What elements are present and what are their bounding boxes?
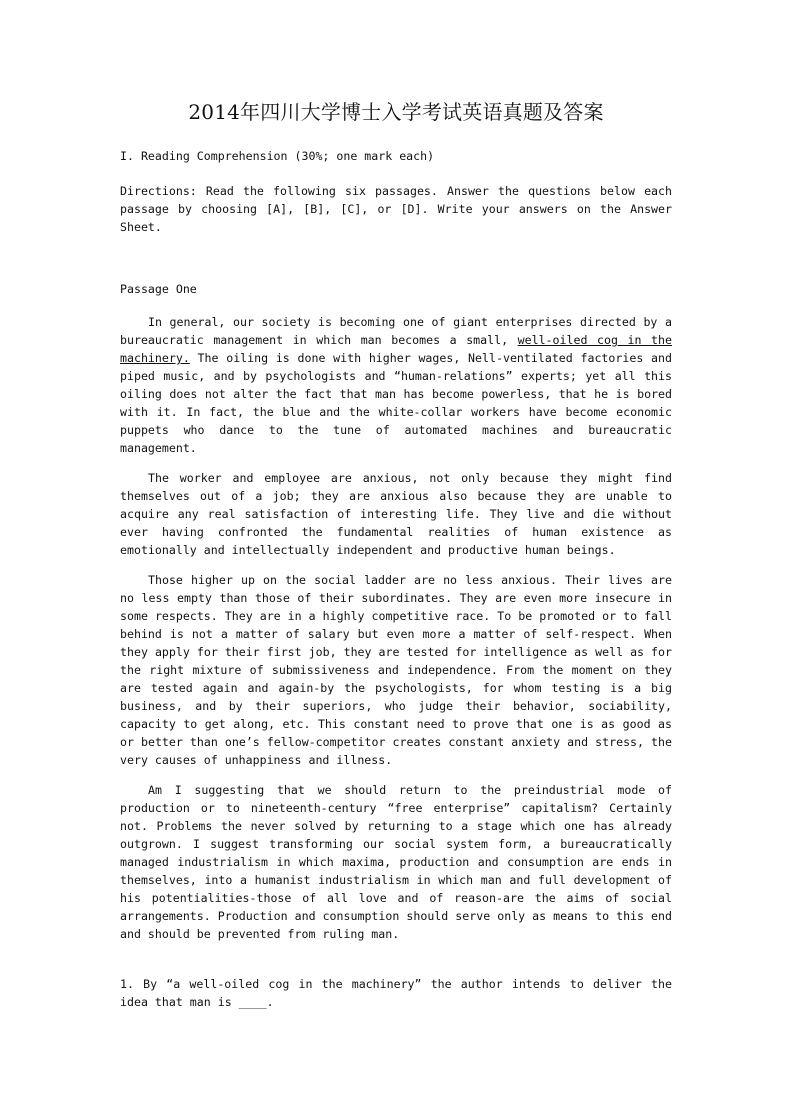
question-1: 1. By “a well-oiled cog in the machinery” the author intends to deliver the idea that man is ____. bbox=[120, 977, 672, 1009]
passage-paragraph-3: Those higher up on the social ladder are no less anxious. Their lives are no less empty than those of their subordinates. They are even more insecure in some respects. They are in a highly competitive race. To be promoted or to fall behind is not a matter of salary but even more a matter of self-respect. When they apply for their first job, they are tested for intelligence as well as for the right mixture of submissiveness and independence. From the moment on they are tested again and again-by the psychologists, for whom testing is a big business, and by their superiors, who judge their behavior, sociability, capacity to get along, etc. This constant need to prove that one is as good as or better than one’s fellow-competitor creates constant anxiety and stress, the very causes of unhappiness and illness. bbox=[120, 573, 672, 767]
underlined-phrase: well-oiled cog in the machinery. bbox=[120, 333, 672, 365]
paragraph-1-text-end: The oiling is done with higher wages, Nell-ventilated factories and piped music, and by psychologists and “human-relations” experts; yet all this oiling does not alter the fact that man has become powerless, that he is bored with it. In fact, the blue and the white-collar workers have become economic puppets who dance to the tune of automated machines and bureaucratic management. bbox=[120, 351, 672, 455]
directions-text: Directions: Read the following six passages. Answer the questions below each passage by choosing [A], [B], [C], or [D]. Write your answers on the Answer Sheet. bbox=[120, 184, 672, 234]
section-heading: I. Reading Comprehension (30%; one mark each) bbox=[120, 149, 435, 163]
passage-paragraph-2: The worker and employee are anxious, not only because they might find themselves out of a job; they are anxious also because they are unable to acquire any real satisfaction of interesting life. They live and die without ever having confronted the fundamental realities of human existence as emotionally and intellectually independent and productive human beings. bbox=[120, 471, 672, 557]
passage-label: Passage One bbox=[120, 282, 197, 296]
document-title: 2014年四川大学博士入学考试英语真题及答案 bbox=[188, 100, 604, 124]
passage-paragraph-4: Am I suggesting that we should return to the preindustrial mode of production or to nineteenth-century “free enterprise” capitalism? Certainly not. Problems the never solved by returning to a stage which one has already outgrown. I suggest transforming our social system form, a bureaucratically managed industrialism in which maxima, production and consumption are ends in themselves, into a humanist industrialism in which man and full development of his potentialities-those of all love and of reason-are the aims of social arrangements. Production and consumption should serve only as means to this end and should be prevented from ruling man. bbox=[120, 783, 672, 941]
passage-paragraph-1 bbox=[120, 313, 672, 457]
paragraph-1-text-start: In general, our society is becoming one of giant enterprises directed by a bureaucratic management in which man becomes a small, bbox=[120, 315, 672, 347]
